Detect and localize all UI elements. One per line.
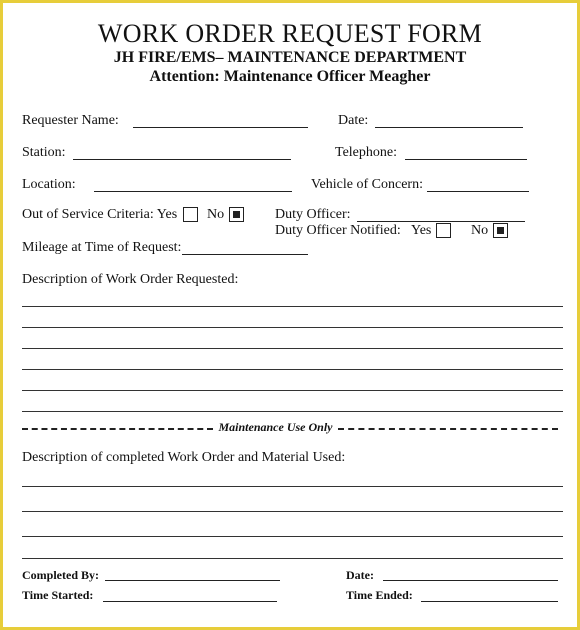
description-requested-line[interactable] <box>22 390 563 391</box>
duty-officer-notified-yes-label: Yes <box>411 223 432 238</box>
out-of-service-no-label: No <box>207 207 225 222</box>
attention-line: Attention: Maintenance Officer Meagher <box>149 68 431 85</box>
description-requested-line[interactable] <box>22 411 563 412</box>
mileage-field[interactable] <box>182 254 308 255</box>
completed-by-label: Completed By: <box>22 568 99 582</box>
completed-by-field[interactable] <box>105 580 280 581</box>
maintenance-divider-right <box>338 428 558 430</box>
description-completed-line[interactable] <box>22 558 563 559</box>
duty-officer-notified-no-label: No <box>471 223 489 238</box>
description-requested-line[interactable] <box>22 306 563 307</box>
time-ended-label: Time Ended: <box>346 588 413 602</box>
duty-officer-notified-label: Duty Officer Notified: <box>275 223 401 238</box>
time-started-label: Time Started: <box>22 588 94 602</box>
requester-name-label: Requester Name: <box>22 113 119 128</box>
duty-officer-notified-yes-checkbox[interactable] <box>436 223 451 238</box>
out-of-service-yes-checkbox[interactable] <box>183 207 198 222</box>
time-ended-field[interactable] <box>421 601 558 602</box>
location-field[interactable] <box>94 191 292 192</box>
telephone-label: Telephone: <box>335 145 397 160</box>
telephone-field[interactable] <box>405 159 527 160</box>
description-completed-line[interactable] <box>22 511 563 512</box>
vehicle-of-concern-label: Vehicle of Concern: <box>311 177 423 192</box>
description-requested-line[interactable] <box>22 348 563 349</box>
duty-officer-field[interactable] <box>357 221 525 222</box>
maintenance-divider-left <box>22 428 213 430</box>
date-label: Date: <box>338 113 369 128</box>
form-title: WORK ORDER REQUEST FORM <box>97 19 483 48</box>
description-requested-line[interactable] <box>22 369 563 370</box>
vehicle-of-concern-field[interactable] <box>427 191 529 192</box>
maintenance-date-field[interactable] <box>383 580 558 581</box>
maintenance-use-only-label: Maintenance Use Only <box>218 420 333 434</box>
out-of-service-no-checkbox[interactable] <box>229 207 244 222</box>
description-requested-label: Description of Work Order Requested: <box>22 272 239 287</box>
duty-officer-label: Duty Officer: <box>275 207 351 222</box>
time-started-field[interactable] <box>103 601 277 602</box>
out-of-service-label: Out of Service Criteria: Yes <box>22 207 178 222</box>
station-field[interactable] <box>73 159 291 160</box>
maintenance-date-label: Date: <box>346 568 374 582</box>
description-completed-line[interactable] <box>22 486 563 487</box>
department-subtitle: JH FIRE/EMS– MAINTENANCE DEPARTMENT <box>113 49 467 66</box>
description-completed-label: Description of completed Work Order and Material Used: <box>22 450 346 465</box>
description-completed-line[interactable] <box>22 536 563 537</box>
mileage-label: Mileage at Time of Request: <box>22 240 182 255</box>
requester-name-field[interactable] <box>133 127 308 128</box>
date-field[interactable] <box>375 127 523 128</box>
station-label: Station: <box>22 145 66 160</box>
location-label: Location: <box>22 177 76 192</box>
duty-officer-notified-no-checkbox[interactable] <box>493 223 508 238</box>
form-page <box>3 3 577 627</box>
description-requested-line[interactable] <box>22 327 563 328</box>
